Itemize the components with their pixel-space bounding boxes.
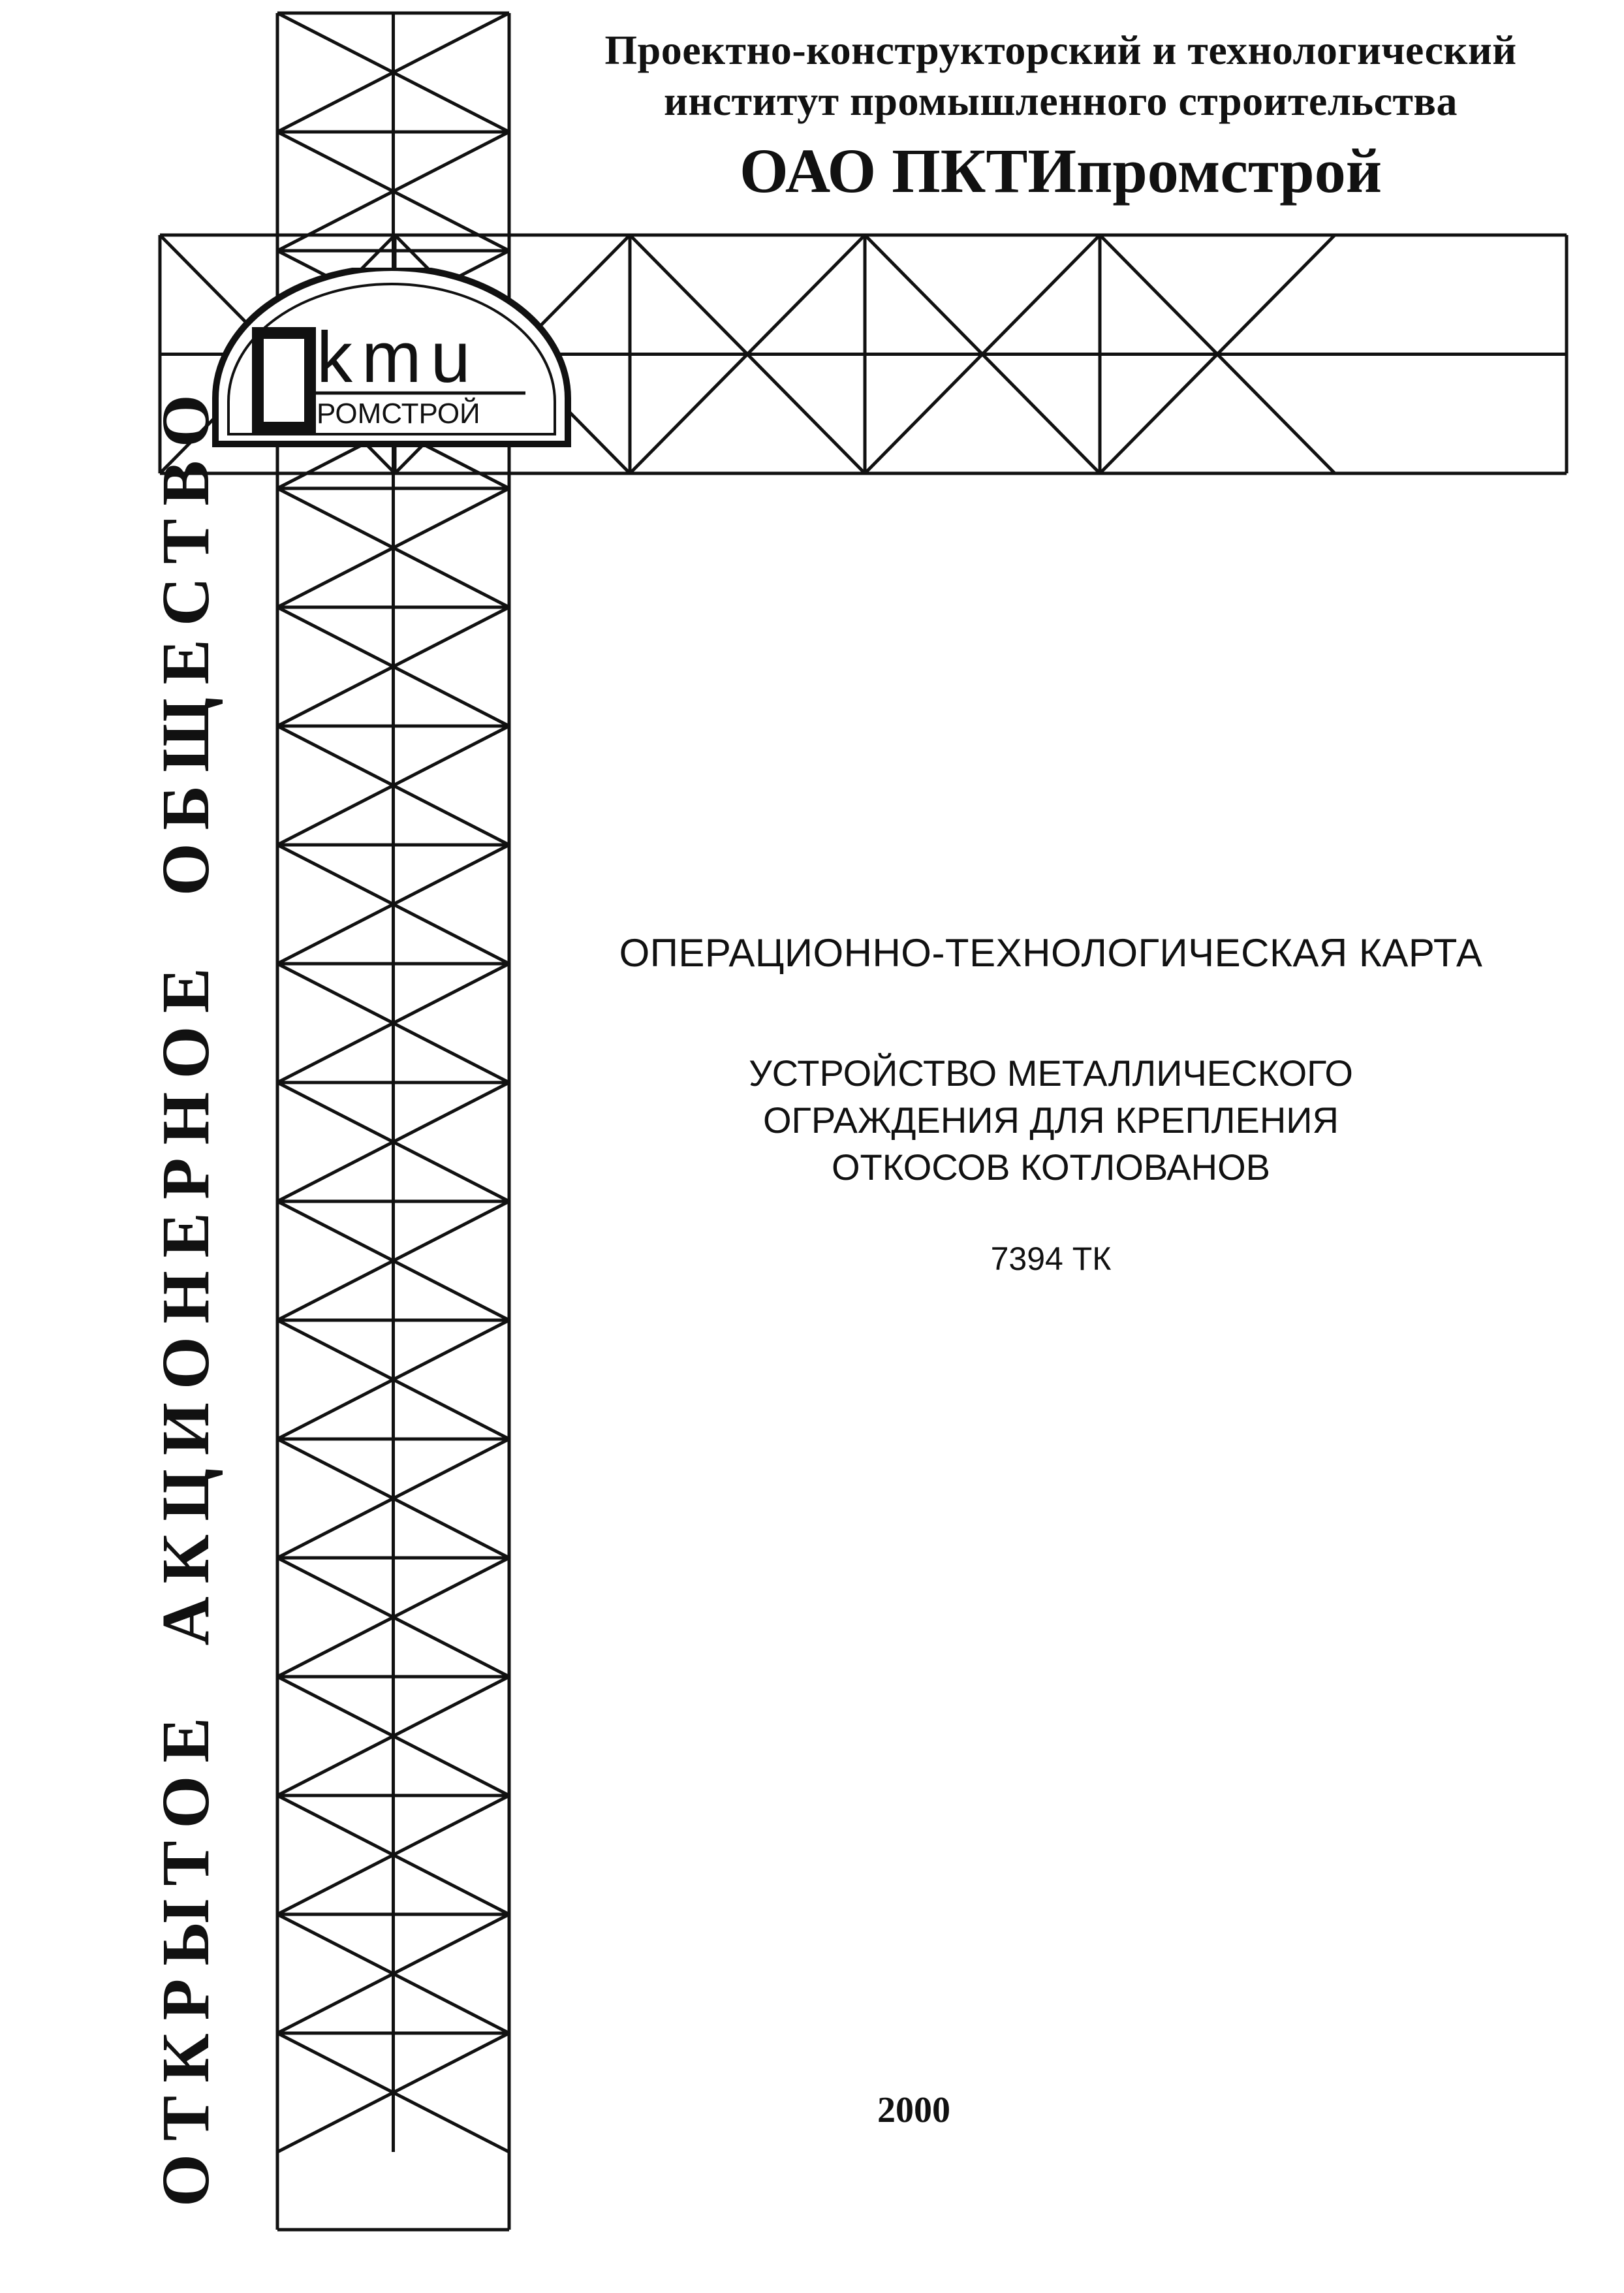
pktipromstroy-logo bbox=[196, 268, 587, 464]
vertical-word-3: ОБЩЕСТВО bbox=[148, 381, 223, 896]
logo-letters: kmu bbox=[317, 317, 480, 398]
subject-line-1: УСТРОЙСТВО МЕТАЛЛИЧЕСКОГО bbox=[749, 1052, 1353, 1094]
title-block bbox=[542, 927, 1560, 1280]
organization-name: ОАО ПКТИпромстрой bbox=[740, 136, 1382, 206]
institute-name-line-2: институт промышленного строительства bbox=[664, 78, 1458, 124]
subject-line-2: ОГРАЖДЕНИЯ ДЛЯ КРЕПЛЕНИЯ bbox=[763, 1099, 1339, 1141]
publication-year: 2000 bbox=[877, 2090, 950, 2130]
document-code: 7394 ТК bbox=[990, 1241, 1112, 1277]
subject-line-3: ОТКОСОВ КОТЛОВАНОВ bbox=[831, 1146, 1271, 1188]
header bbox=[522, 25, 1599, 210]
vertical-word-1: ОТКРЫТОЕ bbox=[148, 1704, 223, 2207]
logo-word: РОМСТРОЙ bbox=[317, 398, 480, 430]
institute-name-line-1: Проектно-конструкторский и технологический bbox=[604, 27, 1517, 73]
vertical-company-type bbox=[131, 381, 242, 2207]
document-type-title: ОПЕРАЦИОННО-ТЕХНОЛОГИЧЕСКАЯ КАРТА bbox=[619, 931, 1483, 975]
vertical-word-2: АКЦИОНЕРНОЕ bbox=[148, 955, 223, 1646]
document-subject bbox=[542, 1050, 1560, 1191]
